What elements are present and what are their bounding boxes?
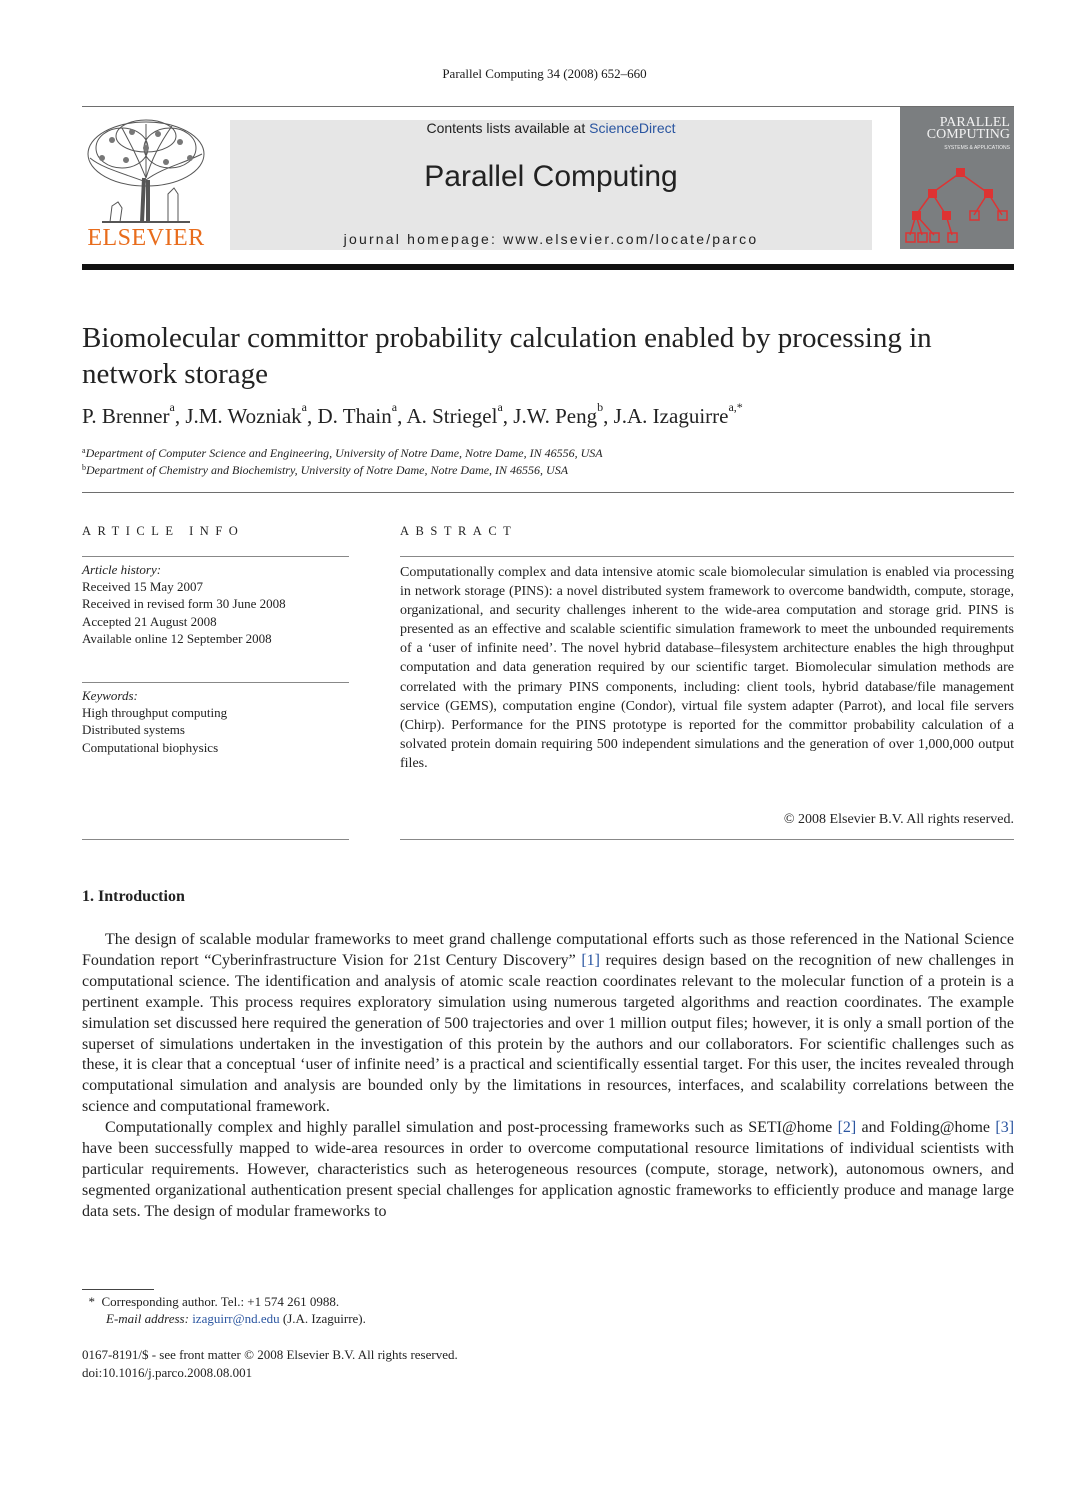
affiliation-sup: a	[82, 446, 86, 455]
author-affil-sup: a	[301, 400, 307, 414]
affiliation-rule	[82, 492, 1014, 493]
citation-link[interactable]: [1]	[581, 951, 600, 969]
sciencedirect-link[interactable]: ScienceDirect	[589, 120, 676, 136]
corresponding-author-footnote	[82, 1293, 682, 1327]
article-history	[82, 561, 349, 647]
abstract-copyright: © 2008 Elsevier B.V. All rights reserved.	[783, 812, 1014, 827]
author-affil-sup: a	[391, 400, 398, 414]
email-suffix: (J.A. Izaguirre).	[282, 1311, 366, 1326]
cover-title-line2: COMPUTING	[926, 127, 1010, 142]
history-item: Accepted 21 August 2008	[82, 613, 217, 629]
elsevier-logo[interactable]	[82, 118, 210, 252]
abstract-text: Computationally complex and data intensive atomic scale biomolecular simulation is enabled via processing in network storage (PINS): a novel distributed system framework to overcome bandwidth, compute, storage, organizational, and security challenges inherent to the wide-area computation and storage grid. PINS is presented as an effective and scalable scientific simulation framework to meet the unbounded requirements of a ‘user of infinite need’. The novel hybrid database–filesystem architecture enables the high throughput computation and data generation required by our scientific target. Biomolecular simulation methods are correlated with the primary PINS components, including: client tools, hybrid database/file management service (GEMS), computation engine (Condor), virtual file system adapter (Parrot), and local file servers (Chirp). Performance for the PINS prototype is reported for the committor probability calculation of a solvated protein domain requiring 500 independent simulations and the generation of over 1,000,000 output files.	[400, 565, 1014, 771]
email-link[interactable]: izaguirr@nd.edu	[192, 1311, 280, 1326]
keywords	[82, 687, 349, 756]
paragraph	[82, 930, 1014, 1118]
author-name[interactable]: A. Striegel	[406, 404, 498, 428]
author-name[interactable]: J.A. Izaguirre	[613, 404, 729, 428]
cover-title-line1: PARALLEL	[939, 115, 1010, 130]
footnote-line	[82, 1293, 682, 1310]
journal-cover[interactable]	[900, 107, 1014, 249]
history-label: Article history:	[82, 562, 162, 577]
paragraph	[82, 1118, 1014, 1223]
footnote-star: *	[88, 1294, 95, 1309]
affiliation-sup: b	[82, 463, 86, 472]
cover-subtitle: SYSTEMS & APPLICATIONS	[944, 145, 1010, 151]
article-title: Biomolecular committor probability calculation enabled by processing in network storage	[82, 322, 932, 390]
contents-line	[230, 120, 872, 136]
article-info-heading: ARTICLE INFO	[82, 524, 245, 538]
footnote-rule	[82, 1289, 154, 1290]
author-name[interactable]: J.M. Wozniak	[185, 404, 302, 428]
elsevier-wordmark: ELSEVIER	[87, 225, 205, 251]
author-affil-sup: a	[497, 400, 503, 414]
affiliation-a	[82, 446, 1002, 461]
author-affil-sup: b	[597, 400, 604, 414]
issn-line: 0167-8191/$ - see front matter © 2008 Elsevier B.V. All rights reserved.	[82, 1347, 458, 1362]
keyword-item: Computational biophysics	[82, 739, 219, 755]
author-name[interactable]: J.W. Peng	[513, 404, 598, 428]
citation-link[interactable]: [3]	[995, 1119, 1015, 1137]
text-run: Computationally complex and highly parallel simulation and post-processing frameworks such as SETI@home	[105, 1119, 838, 1137]
text-run: requires design based on the recognition of new challenges in computational science. The identification and analysis of atomic scale reaction coordinates relevant to the molecular function of a protein is a pertinent example. This process requires exploratory simulation using numerous targeted algorithms and reaction coordinates. The example simulation set discussed here required the generation of 500 trajectories and over 1 million output files; however, it is only a small portion of the superset of simulations undertaken in the investigation of this protein by the authors and our collaborators. For scientific challenges such as these, it is clear that a conceptual ‘user of infinite need’ is a practical and scientifically essential target. For this user, the incites revealed through computational simulation and analysis are bounded only by the limitations in resources, interfaces, and scalability correlations between the science and computational framework.	[82, 951, 1014, 1116]
journal-name: Parallel Computing	[424, 160, 678, 193]
keyword-item: Distributed systems	[82, 722, 185, 738]
doi-line[interactable]: doi:10.1016/j.parco.2008.08.001	[82, 1364, 253, 1380]
footnote-email-line	[82, 1310, 682, 1327]
author-name[interactable]: D. Thain	[317, 404, 392, 428]
text-run: and Folding@home	[856, 1119, 996, 1137]
history-item: Available online 12 September 2008	[82, 630, 272, 646]
header-rule	[82, 106, 1014, 107]
contents-prefix: Contents lists available at	[426, 120, 590, 136]
history-item: Received 15 May 2007	[82, 579, 203, 595]
tree-diagram-icon	[900, 107, 1014, 249]
abstract-bottom-rule	[400, 839, 1014, 840]
running-head: Parallel Computing 34 (2008) 652–660	[442, 66, 647, 81]
history-item: Received in revised form 30 June 2008	[82, 596, 286, 612]
affiliation-b	[82, 463, 1002, 478]
abstract-heading: ABSTRACT	[400, 524, 518, 538]
footnote-text: Corresponding author. Tel.: +1 574 261 0988.	[101, 1294, 340, 1309]
article-info-bottom-rule	[82, 839, 349, 840]
author-affil-sup: a,*	[728, 400, 743, 414]
introduction-body	[82, 930, 1014, 1223]
citation-link[interactable]: [2]	[837, 1119, 857, 1137]
front-matter	[82, 1346, 682, 1381]
journal-homepage[interactable]: journal homepage: www.elsevier.com/locate/parco	[343, 231, 759, 247]
keyword-item: High throughput computing	[82, 705, 228, 721]
affiliation-text: Department of Computer Science and Engineering, University of Notre Dame, Notre Dame, IN 46556, USA	[85, 446, 603, 460]
section-heading-introduction: 1. Introduction	[82, 888, 185, 905]
elsevier-tree-icon	[82, 118, 210, 226]
text-run: The design of scalable modular frameworks to meet grand challenge computational efforts such as those referenced in the National Science Foundation report “Cyberinfrastructure Vision for 21st Century Discovery”	[82, 931, 1014, 969]
abstract-rule	[400, 556, 1014, 557]
text-run: have been successfully mapped to wide-area resources in order to overcome computational resource limitations of individual scientists with particular requirements. However, characteristics such as heterogeneous resources (compute, storage, network), autonomous owners, and segmented organizational authentication present special challenges for application agnostic frameworks to efficiently produce and manage large data sets. The design of modular frameworks to	[82, 1140, 1014, 1220]
author-affil-sup: a	[169, 400, 175, 414]
author-list: P. Brenner$^a$, J.M. Wozniak$^a$, D. Thain$^a$, A. Striegel$^a$, J.W. Peng$^b$, J.A. Izaguirre$^{a,*}$	[82, 400, 743, 428]
affiliation-text: Department of Chemistry and Biochemistry, University of Notre Dame, Notre Dame, IN 46556, USA	[86, 463, 569, 477]
article-info-rule	[82, 556, 349, 557]
author-name[interactable]: P. Brenner	[82, 404, 170, 428]
email-label: E-mail address:	[106, 1311, 189, 1326]
journal-masthead	[230, 120, 872, 250]
keywords-rule	[82, 682, 349, 683]
masthead-thick-rule	[82, 264, 1014, 270]
keywords-label: Keywords:	[82, 688, 138, 703]
